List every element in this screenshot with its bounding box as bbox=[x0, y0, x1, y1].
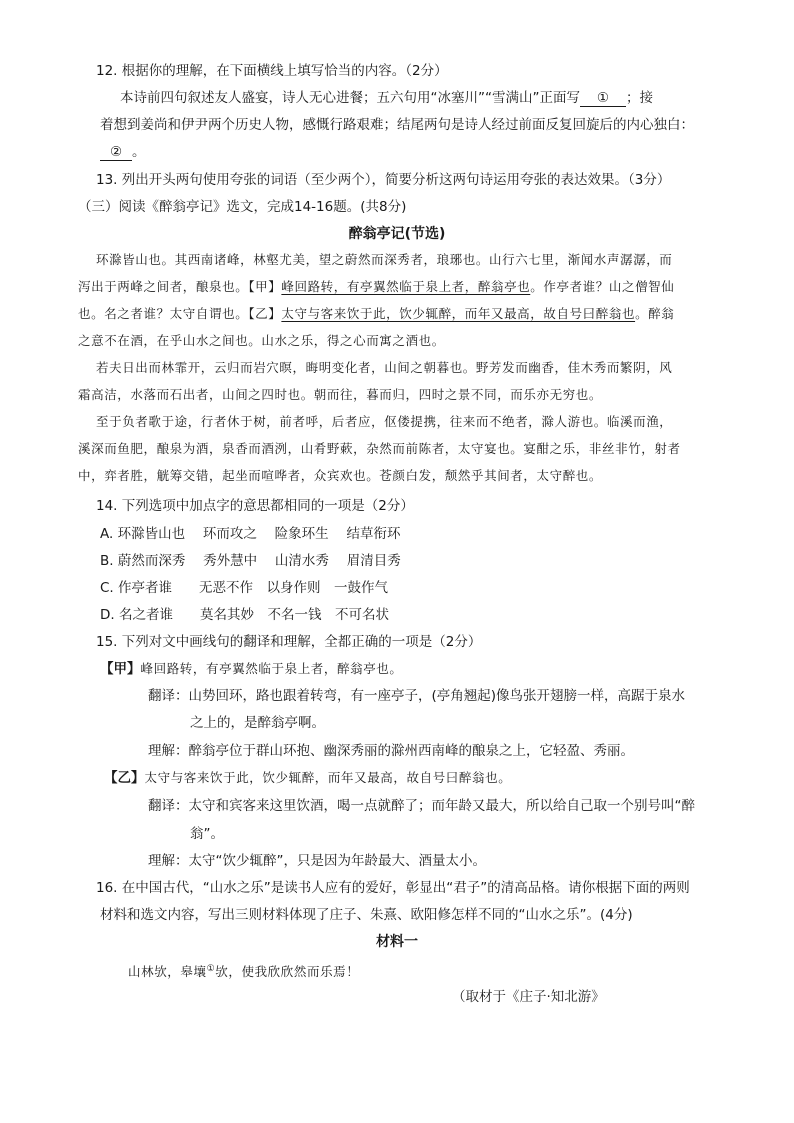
passage-p1-line-4: 之意不在酒，在乎山水之间也。山水之乐，得之心而寓之酒也。 bbox=[78, 333, 445, 348]
material-1-text: 山林欤，皋壤①欤，使我欣欣然而乐焉！ bbox=[128, 964, 360, 980]
q12-line-1 bbox=[120, 89, 653, 107]
passage-p3-line-1: 至于负者歌于途，行者休于树，前者呼，后者应，伛偻提携，往来而不绝者，滁人游也。临溪而渔， bbox=[96, 414, 673, 429]
material-1-title: 材料一 bbox=[376, 934, 418, 950]
passage-p1-line-1: 环滁皆山也。其西南诸峰，林壑尤美，望之蔚然而深秀者，琅琊也。山行六七里，渐闻水声潺潺，而 bbox=[96, 252, 673, 267]
marker-jia: 【甲】 bbox=[248, 279, 282, 294]
q12-text-b: ；接 bbox=[625, 90, 653, 106]
q13-stem: 13. 列出开头两句使用夸张的词语（至少两个），简要分析这两句诗运用夸张的表达效果。（3分） bbox=[96, 172, 671, 188]
q15-yi-understanding: 理解：太守“饮少辄醉”，只是因为年龄最大、酒量太小。 bbox=[148, 853, 486, 869]
underlined-sentence-jia: 峰回路转，有亭翼然临于泉上者，醉翁亭也 bbox=[281, 279, 531, 294]
q12-line-3 bbox=[100, 143, 146, 161]
footnote-marker: ① bbox=[206, 964, 216, 974]
passage-p2-line-2: 霜高洁，水落而石出者，山间之四时也。朝而往，暮而归，四时之景不同，而乐亦无穷也。 bbox=[78, 387, 603, 402]
q15-jia-understanding: 理解：醉翁亭位于群山环抱、幽深秀丽的滁州西南峰的酿泉之上，它轻盈、秀丽。 bbox=[148, 743, 634, 759]
q14-option-d: D. 名之者谁 莫名其妙 不名一钱 不可名状 bbox=[100, 607, 389, 623]
passage-p1-line-3: 也。名之者谁？太守自谓也。【乙】太守与客来饮于此，饮少辄醉，而年又最高，故自号曰醉翁也。醉翁 bbox=[78, 306, 675, 321]
section3-heading: （三）阅读《醉翁亭记》选文，完成14-16题。(共8分) bbox=[78, 199, 407, 215]
underlined-sentence-yi: 太守与客来饮于此，饮少辄醉，而年又最高，故自号曰醉翁也 bbox=[281, 306, 636, 321]
q15-yi-translation-2: 翁”。 bbox=[190, 826, 224, 842]
q15-jia-translation-1: 翻译：山势回环，路也跟着转弯，有一座亭子，(亭角翘起)像鸟张开翅膀一样，高踞于泉水 bbox=[148, 688, 686, 704]
passage-p1-line-2: 泻出于两峰之间者，酿泉也。【甲】峰回路转，有亭翼然临于泉上者，醉翁亭也。作亭者谁？山之僧智仙 bbox=[78, 279, 675, 294]
marker-yi: 【乙】 bbox=[248, 306, 282, 321]
q15-stem: 15. 下列对文中画线句的翻译和理解，全都正确的一项是（2分） bbox=[96, 634, 482, 650]
q12-text-a: 本诗前四句叙述友人盛宴，诗人无心进餐；五六句用“冰塞川”“雪满山”正面写 bbox=[120, 90, 580, 106]
q15-yi-translation-1: 翻译：太守和宾客来这里饮酒，喝一点就醉了；而年龄又最大，所以给自己取一个别号叫“醉 bbox=[148, 798, 695, 814]
material-1-source: （取材于《庄子·知北游》 bbox=[452, 989, 605, 1005]
passage-p3-line-2: 溪深而鱼肥，酿泉为酒，泉香而酒洌，山肴野蔌，杂然而前陈者，太守宴也。宴酣之乐，非丝非竹，射者 bbox=[78, 441, 681, 456]
q14-option-b: B. 蔚然而深秀 秀外慧中 山清水秀 眉清目秀 bbox=[100, 553, 401, 569]
q14-option-a: A. 环滁皆山也 环而攻之 险象环生 结草衔环 bbox=[100, 526, 401, 542]
q16-stem-line-1: 16. 在中国古代，“山水之乐”是读书人应有的爱好，彰显出“君子”的清高品格。请你根据下面的两则 bbox=[96, 880, 690, 896]
q16-stem-line-2: 材料和选文内容，写出三则材料体现了庄子、朱熹、欧阳修怎样不同的“山水之乐”。(4分) bbox=[100, 907, 633, 923]
q15-yi-text: 太守与客来饮于此，饮少辄醉，而年又最高，故自号曰醉翁也。 bbox=[144, 770, 512, 785]
q15-yi-line bbox=[104, 769, 511, 787]
q15-yi-marker: 【乙】 bbox=[104, 770, 145, 786]
q12-line-2: 着想到姜尚和伊尹两个历史人物，感慨行路艰难；结尾两句是诗人经过前面反复回旋后的内心独白： bbox=[100, 117, 694, 133]
passage-title: 醉翁亭记(节选) bbox=[348, 226, 446, 242]
q14-option-c: C. 作亭者谁 无恶不作 以身作则 一鼓作气 bbox=[100, 580, 389, 596]
q12-stem: 12. 根据你的理解，在下面横线上填写恰当的内容。（2分） bbox=[96, 63, 448, 79]
passage-p2-line-1: 若夫日出而林霏开，云归而岩穴暝，晦明变化者，山间之朝暮也。野芳发而幽香，佳木秀而繁阴，风 bbox=[96, 360, 673, 375]
passage-p3-line-3: 中，弈者胜，觥筹交错，起坐而喧哗者，众宾欢也。苍颜白发，颓然乎其间者，太守醉也。 bbox=[78, 468, 603, 483]
q12-blank-1: ① bbox=[580, 90, 626, 107]
q15-jia-translation-2: 之上的，是醉翁亭啊。 bbox=[190, 715, 325, 731]
q15-jia-marker: 【甲】 bbox=[100, 661, 141, 677]
q12-period: 。 bbox=[132, 144, 146, 160]
q15-jia-text: 峰回路转，有亭翼然临于泉上者，醉翁亭也。 bbox=[140, 661, 403, 676]
q12-blank-2: ② bbox=[100, 144, 132, 161]
q14-stem: 14. 下列选项中加点字的意思都相同的一项是（2分） bbox=[96, 498, 414, 514]
q15-jia-line bbox=[100, 660, 403, 678]
